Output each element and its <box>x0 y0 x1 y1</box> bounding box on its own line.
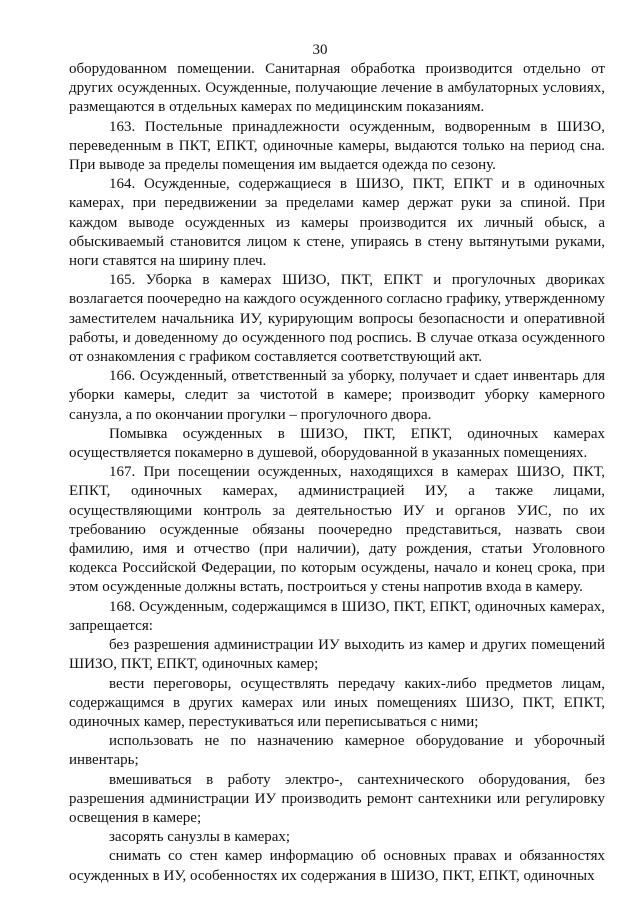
paragraph: без разрешения администрации ИУ выходить из камер и других помещений ШИЗО, ПКТ, ЕПКТ, одиночных камер; <box>69 637 605 673</box>
paragraph: оборудованном помещении. Санитарная обработка производится отдельно от других осужденных. Осужденные, получающие лечение в амбулаторных условиях, размещаются в отдельных камерах по медицинским показаниям. <box>69 61 605 116</box>
paragraph: 168. Осужденным, содержащимся в ШИЗО, ПКТ, ЕПКТ, одиночных камерах, запрещается: <box>69 598 605 634</box>
paragraph: 164. Осужденные, содержащиеся в ШИЗО, ПКТ, ЕПКТ и в одиночных камерах, при передвижении за пределами камер держат руки за спиной. При каждом выводе осужденных из камеры производится их личный обыск, а обыскиваемый становится лицом к стене, упираясь в стену вытянутыми руками, ноги ставятся на ширину плеч. <box>69 176 605 270</box>
paragraph: Помывка осужденных в ШИЗО, ПКТ, ЕПКТ, одиночных камерах осуществляется покамерно в душевой, оборудованной в указанных помещениях. <box>69 425 605 462</box>
paragraph: использовать не по назначению камерное оборудование и уборочный инвентарь; <box>69 733 605 769</box>
paragraph: засорять санузлы в камерах; <box>109 829 291 846</box>
document-body <box>69 60 605 886</box>
paragraph: 165. Уборка в камерах ШИЗО, ПКТ, ЕПКТ и прогулочных двориках возлагается поочередно на каждого осужденного согласно графику, утвержденному заместителем начальника ИУ, курирующим вопросы безопасности и оперативной работы, и доведенному до осужденного под роспись. В случае отказа осужденного от ознакомления с графиком составляется соответствующий акт. <box>69 272 605 366</box>
paragraph: снимать со стен камер информацию об основных правах и обязанностях осужденных в ИУ, особенностях их содержания в ШИЗО, ПКТ, ЕПКТ, одиночных <box>69 848 605 884</box>
paragraph: 167. При посещении осужденных, находящихся в камерах ШИЗО, ПКТ, ЕПКТ, одиночных камерах, администрацией ИУ, а также лицами, осуществляющими контроль за деятельностью ИУ и органов УИС, по их требованию осужденные обязаны поочередно представиться, назвать свои фамилию, имя и отчество (при наличии), дату рождения, статьи Уголовного кодекса Российской Федерации, по которым осуждены, начало и конец срока, при этом осужденные должны встать, построиться у стены напротив входа в камеру. <box>69 464 605 596</box>
paragraph: вести переговоры, осуществлять передачу каких-либо предметов лицам, содержащимся в других камерах или иных помещениях ШИЗО, ПКТ, ЕПКТ, одиночных камер, перестукиваться или переписываться с ними; <box>69 675 605 730</box>
paragraph: 163. Постельные принадлежности осужденным, водворенным в ШИЗО, переведенным в ПКТ, ЕПКТ, одиночные камеры, выдаются только на период сна. При выводе за пределы помещения им выдается одежда по сезону. <box>69 118 605 174</box>
page-number: 30 <box>312 42 328 58</box>
paragraph: вмешиваться в работу электро-, сантехнического оборудования, без разрешения администрации ИУ производить ремонт сантехники или регулировку освещения в камере; <box>69 771 605 826</box>
paragraph: 166. Осужденный, ответственный за уборку, получает и сдает инвентарь для уборки камеры, следит за чистотой в камере; производит уборку камерного санузла, а по окончании прогулки – прогулочного двора. <box>69 368 605 423</box>
